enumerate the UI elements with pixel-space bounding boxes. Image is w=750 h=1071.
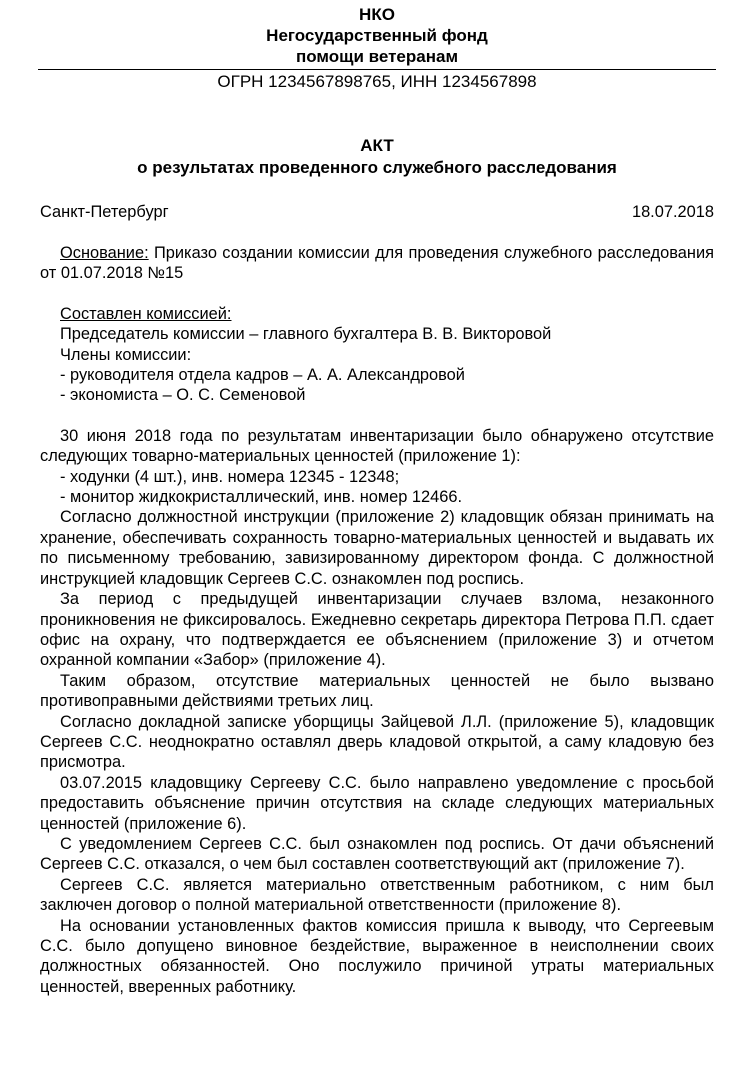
missing-item-1: - ходунки (4 шт.), инв. номера 12345 - 12348; xyxy=(60,467,400,486)
title-line-1: АКТ xyxy=(360,136,394,155)
place-date-row xyxy=(40,202,714,222)
title-line-2: о результатах проведенного служебного расследования xyxy=(137,158,617,177)
header-divider xyxy=(38,69,716,70)
commission-chair: Председатель комиссии – главного бухгалтера В. В. Викторовой xyxy=(60,325,552,344)
body-paragraph-3: За период с предыдущей инвентаризации случаев взлома, незаконного проникновения не фиксировалось. Ежедневно секретарь директора Петрова П.П. сдает офис на охрану, что подтверждается ее объяснением (приложение 3) и отчетом охранной компании «Забор» (приложение 4). xyxy=(40,590,714,670)
org-line-2: Негосударственный фонд xyxy=(266,26,488,45)
commission-block xyxy=(40,304,714,406)
act-body xyxy=(40,426,714,997)
basis-paragraph xyxy=(40,243,714,284)
missing-item-2: - монитор жидкокристаллический, инв. номер 12466. xyxy=(60,488,463,507)
commission-members-label: Члены комиссии: xyxy=(60,345,192,364)
body-paragraph-9: На основании установленных фактов комиссия пришла к выводу, что Сергеевым С.С. было допущено виновное бездействие, выраженное в неисполнении своих должностных обязанностей. Оно послужило причиной утраты материальных ценностей, вверенных работнику. xyxy=(40,916,714,996)
body-paragraph-1: 30 июня 2018 года по результатам инвентаризации было обнаружено отсутствие следующих товарно-материальных ценностей (приложение 1): xyxy=(40,426,714,466)
organization-header xyxy=(40,0,714,67)
commission-label: Составлен комиссией: xyxy=(60,304,232,323)
commission-label-line xyxy=(40,304,714,324)
document-date: 18.07.2018 xyxy=(631,203,714,221)
body-paragraph-6: 03.07.2015 кладовщику Сергееву С.С. было направлено уведомление с просьбой предоставить объяснение причин отсутствия на складе следующих материальных ценностей (приложение 6). xyxy=(40,773,714,833)
body-paragraph-8: Сергеев С.С. является материально ответственным работником, с ним был заключен договор о полной материальной ответственности (приложение 8). xyxy=(40,875,714,915)
document-title xyxy=(40,135,714,179)
body-paragraph-4: Таким образом, отсутствие материальных ценностей не было вызвано противоправными действиями третьих лиц. xyxy=(40,671,714,711)
body-paragraph-2: Согласно должностной инструкции (приложение 2) кладовщик обязан принимать на хранение, обеспечивать сохранность товарно-материальных ценностей и выдавать их по письменному требованию, завизированному директором фонда. С должностной инструкцией кладовщик Сергеев С.С. ознакомлен под роспись. xyxy=(40,508,714,588)
registration-numbers: ОГРН 1234567898765, ИНН 1234567898 xyxy=(217,72,537,91)
commission-member-2: - экономиста – О. С. Семеновой xyxy=(60,386,306,405)
body-paragraph-5: Согласно докладной записке уборщицы Зайцевой Л.Л. (приложение 5), кладовщик Сергеев С.С. неоднократно оставлял дверь кладовой открытой, а саму кладовую без присмотра. xyxy=(40,712,714,772)
org-line-3: помощи ветеранам xyxy=(295,47,459,66)
commission-member-1: - руководителя отдела кадров – А. А. Александровой xyxy=(60,366,465,385)
body-paragraph-7: С уведомлением Сергеев С.С. был ознакомлен под роспись. От дачи объяснений Сергеев С.С. отказался, о чем был составлен соответствующий акт (приложение 7). xyxy=(40,834,714,874)
basis-label: Основание: xyxy=(60,244,149,262)
city: Санкт-Петербург xyxy=(40,203,169,221)
basis-text: Приказо создании комиссии для проведения служебного расследования от 01.07.2018 №15 xyxy=(40,244,714,283)
org-line-1: НКО xyxy=(359,5,395,24)
